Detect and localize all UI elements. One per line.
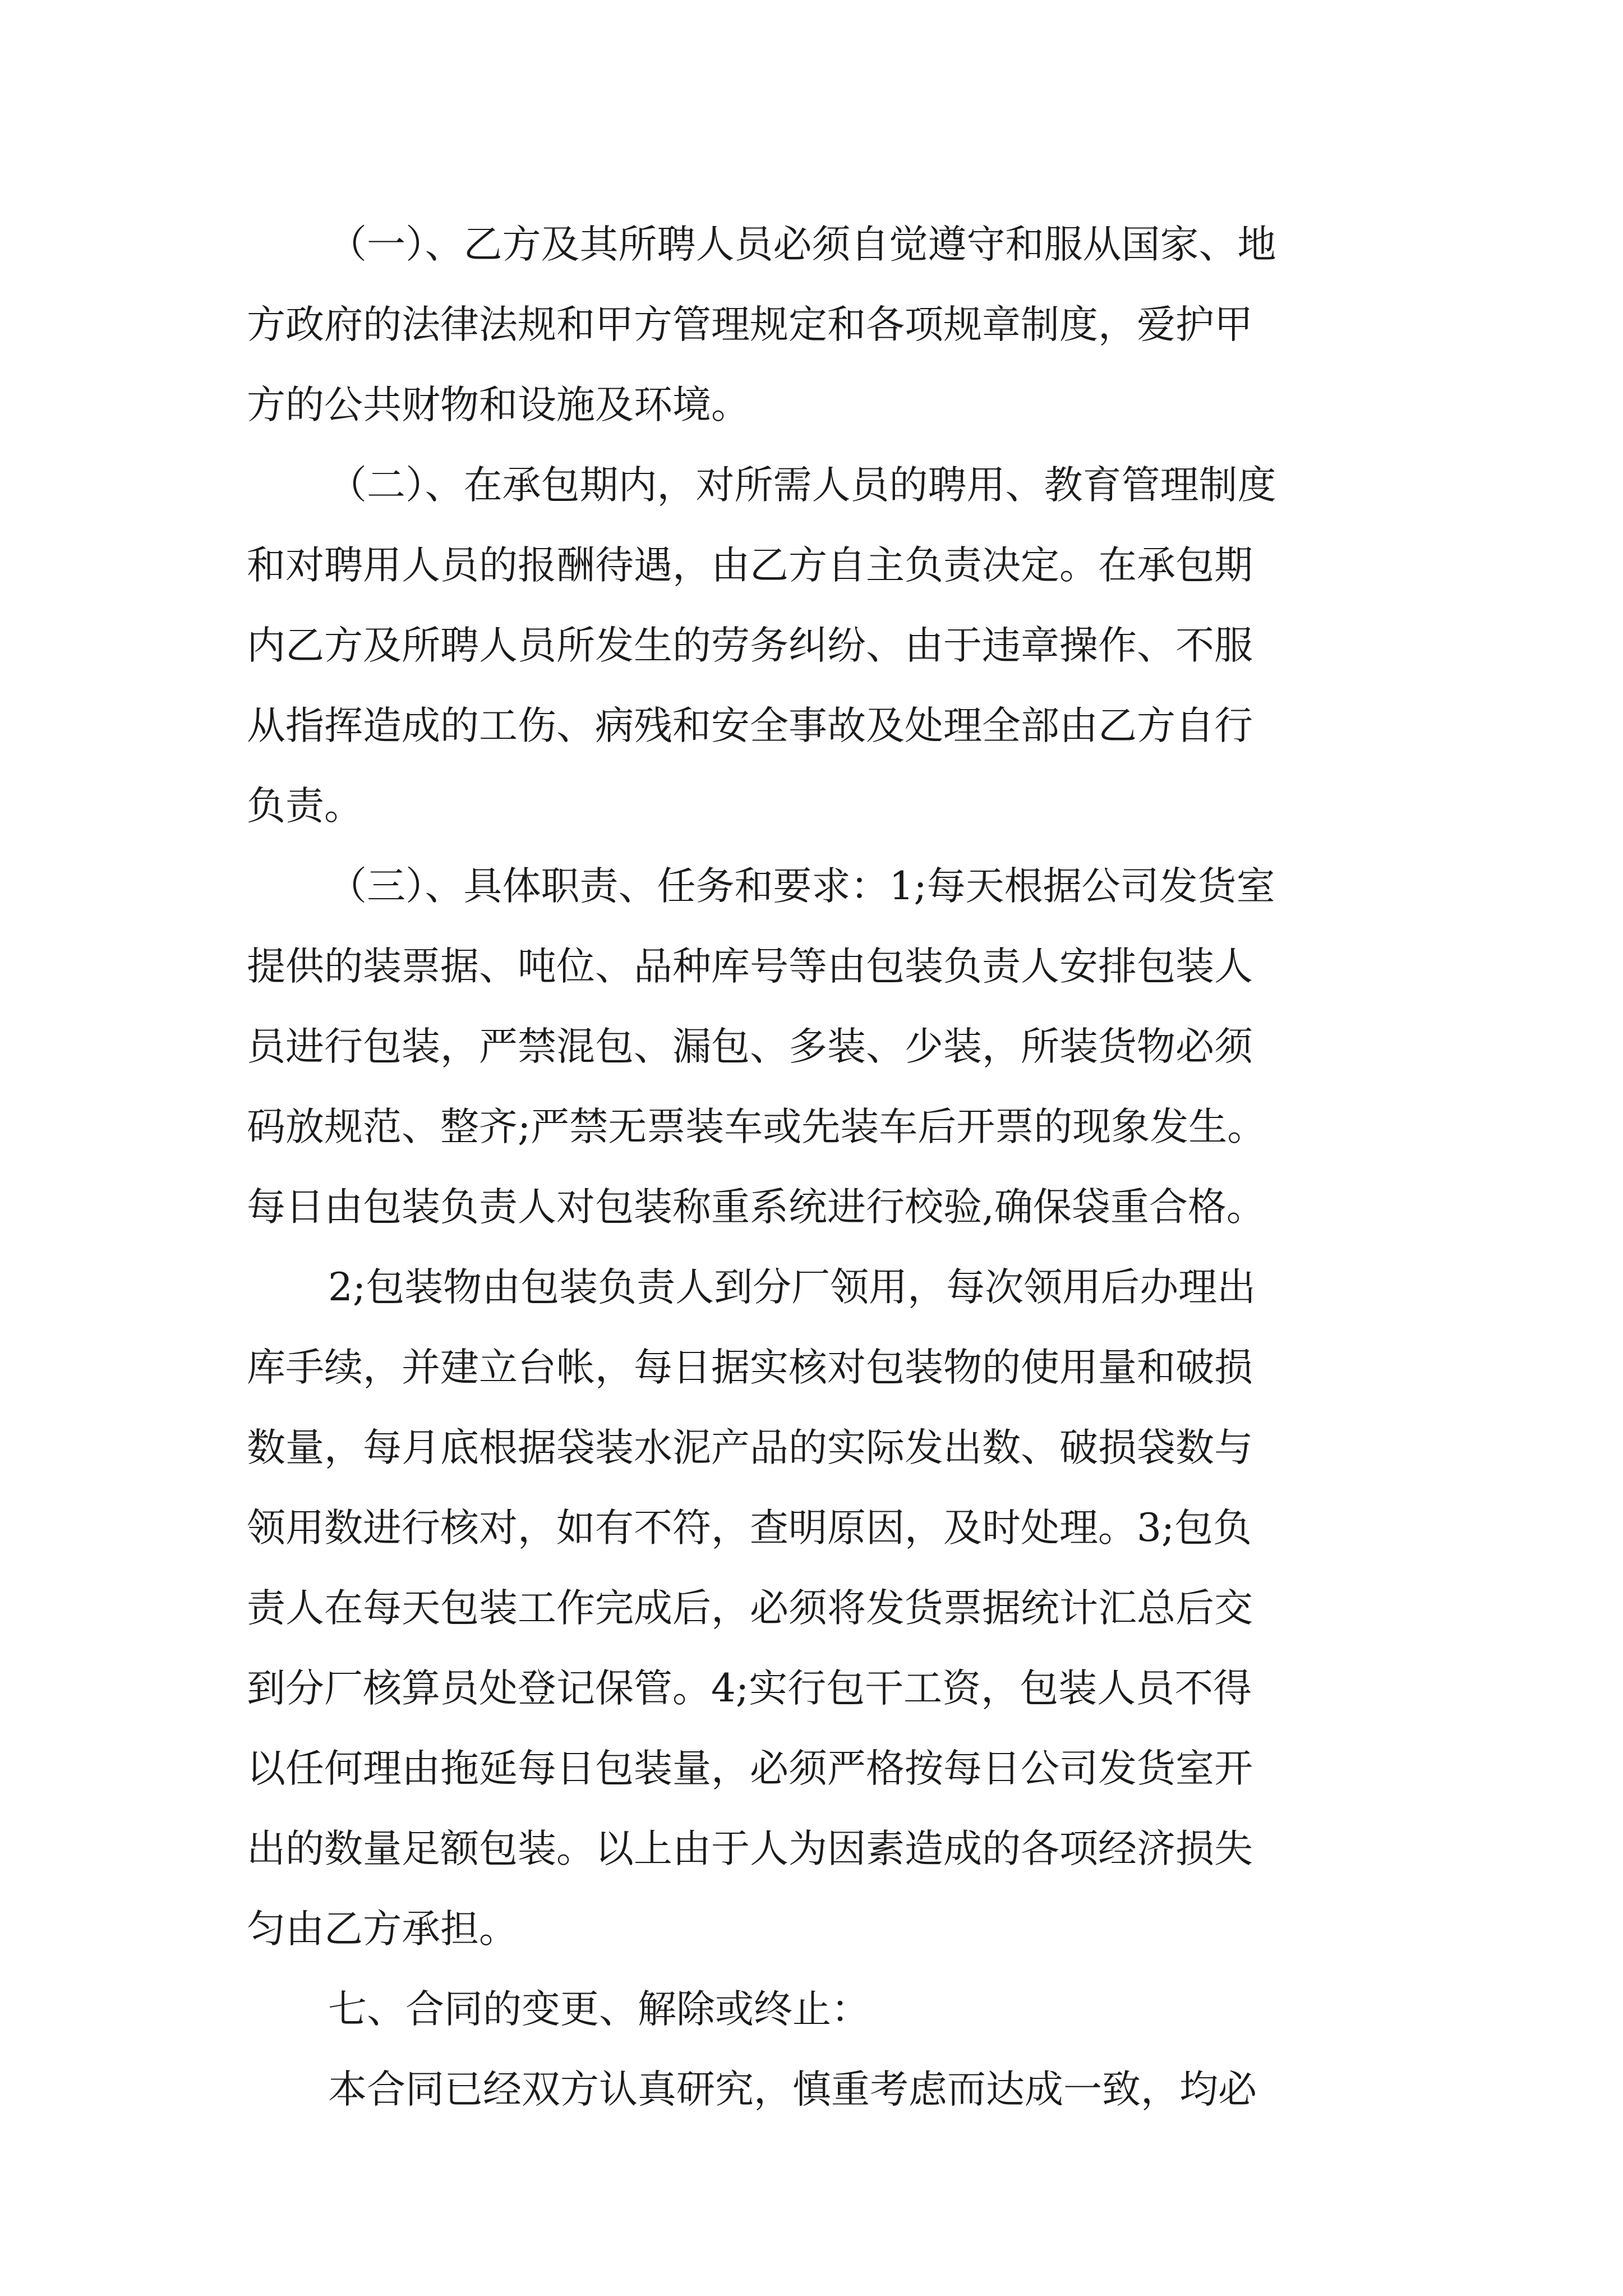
text-line: 以任何理由拖延每日包装量，必须严格按每日公司发货室开 [247,1746,1253,1791]
section-heading: 七、合同的变更、解除或终止： [328,1987,870,2032]
text-line: 出的数量足额包装。以上由于人为因素造成的各项经济损失 [247,1826,1253,1871]
text-line: （二）、在承包期内，对所需人员的聘用、教育管理制度 [328,463,1276,508]
text-line: 方政府的法律法规和甲方管理规定和各项规章制度，爱护甲 [247,302,1253,347]
text-line: （一）、乙方及其所聘人员必须自觉遵守和服从国家、地 [328,222,1276,267]
text-line: 每日由包装负责人对包装称重系统进行校验,确保袋重合格。 [247,1185,1265,1230]
text-line: 本合同已经双方认真研究，慎重考虑而达成一致，均必 [328,2067,1257,2112]
text-line: 责人在每天包装工作完成后，必须将发货票据统计汇总后交 [247,1586,1253,1631]
text-line: 码放规范、整齐;严禁无票装车或先装车后开票的现象发生。 [247,1105,1266,1149]
text-line: 负责。 [247,784,363,829]
text-line: （三）、具体职责、任务和要求：1;每天根据公司发货室 [328,864,1275,909]
text-line: 和对聘用人员的报酬待遇，由乙方自主负责决定。在承包期 [247,543,1253,588]
text-line: 数量，每月底根据袋装水泥产品的实际发出数、破损袋数与 [247,1425,1253,1470]
text-line: 员进行包装，严禁混包、漏包、多装、少装，所装货物必须 [247,1024,1253,1069]
text-line: 匀由乙方承担。 [247,1907,518,1952]
text-line: 2;包装物由包装负责人到分厂领用，每次领用后办理出 [328,1265,1256,1310]
text-line: 方的公共财物和设施及环境。 [247,383,750,427]
text-line: 到分厂核算员处登记保管。4;实行包干工资，包装人员不得 [247,1666,1252,1711]
text-line: 从指挥造成的工伤、病残和安全事故及处理全部由乙方自行 [247,703,1253,748]
text-line: 领用数进行核对，如有不符，查明原因，及时处理。3;包负 [247,1506,1252,1550]
text-line: 提供的装票据、吨位、品种库号等由包装负责人安排包装人 [247,944,1253,989]
text-line: 内乙方及所聘人员所发生的劳务纠纷、由于违章操作、不服 [247,623,1253,668]
text-line: 库手续，并建立台帐，每日据实核对包装物的使用量和破损 [247,1345,1253,1390]
